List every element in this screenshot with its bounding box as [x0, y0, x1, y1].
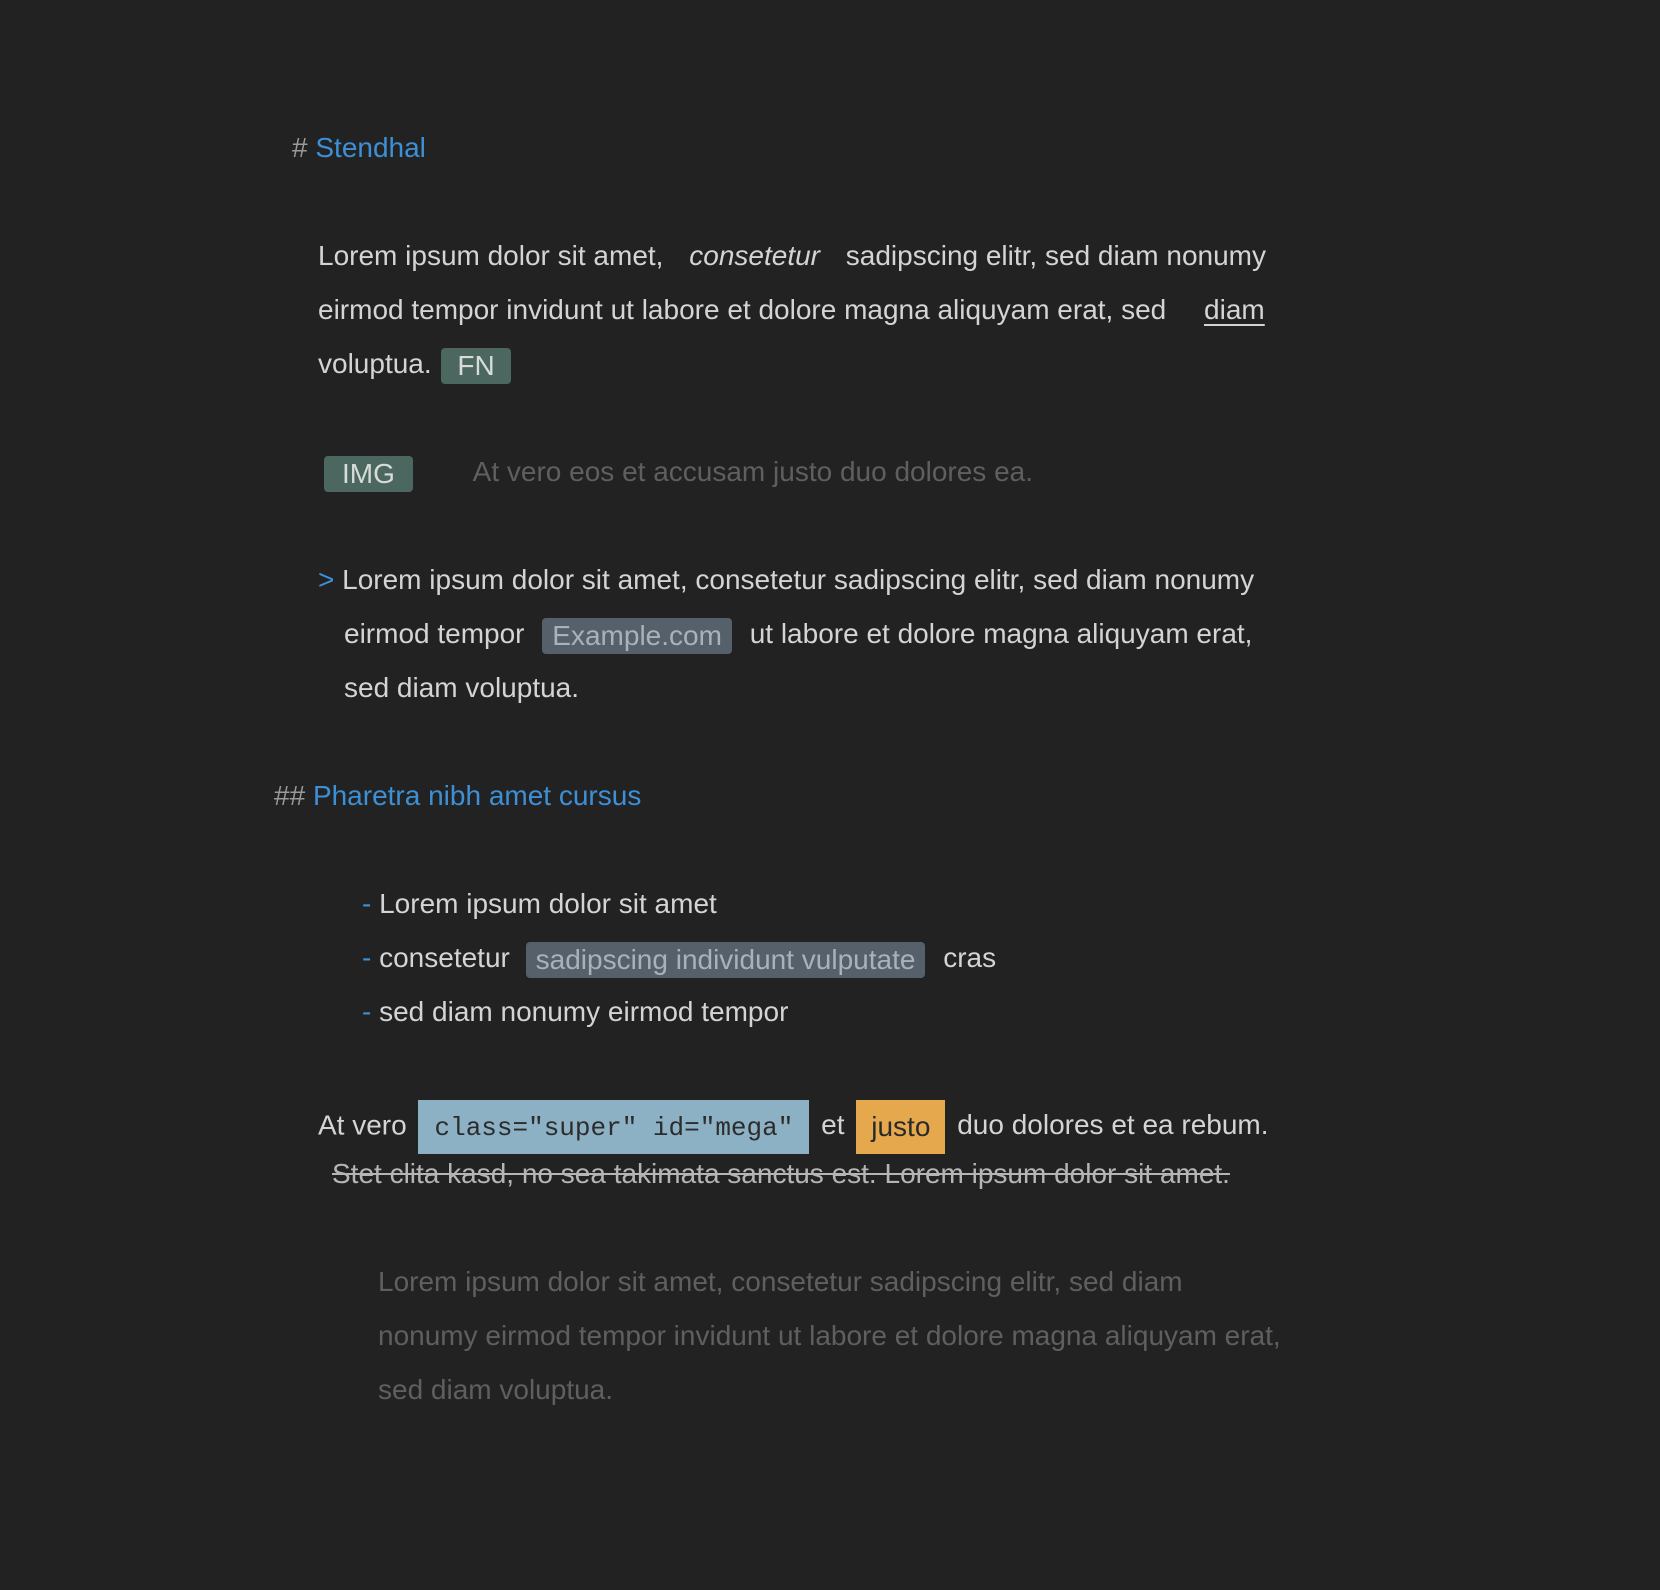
heading-2-text: Pharetra nibh amet cursus	[312, 780, 642, 811]
codeblock-line-3	[378, 1370, 613, 1410]
codeblock-text: nonumy eirmod tempor invidunt ut labore et dolore magna aliquyam erat,	[378, 1320, 1281, 1351]
paragraph-text: et	[821, 1109, 845, 1141]
list-bullet: -	[362, 888, 372, 919]
paragraph-1-line-3	[318, 344, 511, 384]
codeblock-line-1	[378, 1262, 1183, 1302]
list-bullet: -	[362, 996, 372, 1027]
heading-1-text: Stendhal	[315, 132, 426, 163]
blockquote-line-2	[344, 614, 1252, 654]
blockquote-text: Lorem ipsum dolor sit amet, consetetur sadipscing elitr, sed diam nonumy	[342, 564, 1255, 595]
heading-1	[292, 128, 426, 168]
list-bullet: -	[362, 942, 372, 973]
paragraph-2-line-2	[332, 1154, 1230, 1194]
inline-code: class="super" id="mega"	[418, 1100, 809, 1154]
link-pill[interactable]: sadipscing individunt vulputate	[526, 942, 926, 978]
list-item-text: consetetur	[379, 942, 510, 973]
strikethrough-text: Stet clita kasd, no sea takimata sanctus est. Lorem ipsum dolor sit amet.	[332, 1158, 1230, 1189]
inline-link[interactable]: diam	[1204, 294, 1265, 325]
paragraph-text: sadipscing elitr, sed diam nonumy	[845, 240, 1266, 271]
image-caption: At vero eos et accusam justo duo dolores ea.	[472, 456, 1033, 487]
emphasis-text: consetetur	[689, 240, 820, 271]
blockquote-line-3	[344, 668, 579, 708]
list-item	[362, 938, 996, 978]
heading-1-marker: #	[292, 132, 308, 163]
heading-2	[274, 776, 641, 816]
paragraph-text: Lorem ipsum dolor sit amet,	[318, 240, 664, 271]
blockquote-marker: >	[318, 564, 335, 595]
codeblock-text: Lorem ipsum dolor sit amet, consetetur sadipscing elitr, sed diam	[378, 1266, 1183, 1297]
list-item	[362, 884, 717, 924]
paragraph-2-line-1	[318, 1100, 1269, 1143]
image-line	[324, 452, 1033, 492]
highlight-mark: justo	[856, 1100, 945, 1154]
paragraph-text: voluptua.	[318, 348, 432, 379]
blockquote-text: ut labore et dolore magna aliquyam erat,	[749, 618, 1253, 649]
codeblock-line-2	[378, 1316, 1281, 1356]
codeblock-text: sed diam voluptua.	[378, 1374, 614, 1405]
blockquote-line-1	[318, 560, 1254, 600]
heading-2-marker: ##	[274, 780, 306, 811]
list-item-text: Lorem ipsum dolor sit amet	[379, 888, 717, 919]
paragraph-1-line-1	[318, 236, 1266, 276]
list-item-text: sed diam nonumy eirmod tempor	[379, 996, 789, 1027]
link-pill[interactable]: Example.com	[542, 618, 732, 654]
footnote-badge[interactable]: FN	[441, 348, 510, 384]
paragraph-text: At vero	[318, 1109, 407, 1141]
list-item-text: cras	[943, 942, 997, 973]
paragraph-1-line-2	[318, 290, 1265, 330]
image-badge[interactable]: IMG	[324, 456, 413, 492]
blockquote-text: eirmod tempor	[344, 618, 525, 649]
list-item	[362, 992, 788, 1032]
blockquote-text: sed diam voluptua.	[344, 672, 580, 703]
paragraph-text: eirmod tempor invidunt ut labore et dolore magna aliquyam erat, sed	[318, 294, 1167, 325]
paragraph-text: duo dolores et ea rebum.	[957, 1109, 1269, 1141]
